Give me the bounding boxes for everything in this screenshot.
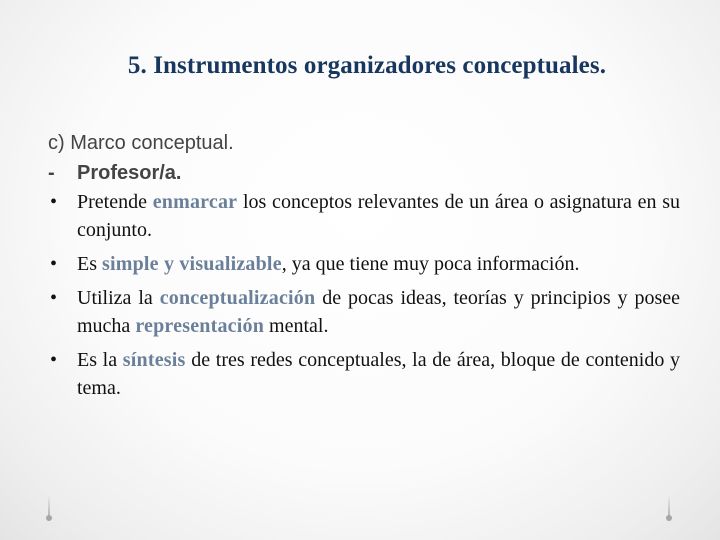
- bullet-text: Es la: [77, 349, 123, 371]
- bullet-text: , ya que tiene muy poca información.: [281, 253, 580, 275]
- bullet-icon: •: [50, 349, 58, 371]
- right-ornament-dot: [666, 515, 672, 521]
- left-ornament-line: [48, 495, 50, 517]
- bullet-list: [48, 188, 680, 402]
- right-ornament-line: [668, 495, 670, 517]
- bullet-text: Es: [77, 253, 102, 275]
- bullet-item: [48, 346, 680, 402]
- bullet-item: [48, 250, 680, 278]
- role-line: [48, 158, 680, 188]
- slide-title: 5. Instrumentos organizadores conceptuales.: [127, 52, 607, 79]
- bullet-item: [48, 284, 680, 340]
- bullet-text: de tres redes conceptuales, la de área, bloque de contenido y tema.: [77, 349, 680, 399]
- bullet-item: [48, 188, 680, 244]
- bullet-icon: •: [50, 253, 58, 275]
- bullet-icon: •: [50, 191, 58, 213]
- bullet-text: los conceptos relevantes de un área o asignatura en su conjunto.: [77, 191, 680, 241]
- section-heading: c) Marco conceptual.: [48, 132, 234, 154]
- bullet-text: Utiliza la: [77, 287, 160, 309]
- bullet-text: mental.: [264, 315, 329, 337]
- left-ornament-dot: [46, 515, 52, 521]
- highlight-term: simple y visualizable: [102, 253, 282, 275]
- highlight-term: conceptualización: [159, 287, 316, 309]
- highlight-term: representación: [135, 315, 265, 337]
- bullet-icon: •: [50, 287, 58, 309]
- dash-marker: -: [48, 162, 55, 184]
- bullet-text: Pretende: [77, 191, 153, 213]
- bullet-text: de pocas ideas, teorías y principios y posee mucha: [77, 287, 680, 337]
- highlight-term: síntesis: [122, 349, 186, 371]
- highlight-term: enmarcar: [152, 191, 238, 213]
- role-label: Profesor/a.: [77, 162, 182, 184]
- slide-content: [48, 128, 680, 408]
